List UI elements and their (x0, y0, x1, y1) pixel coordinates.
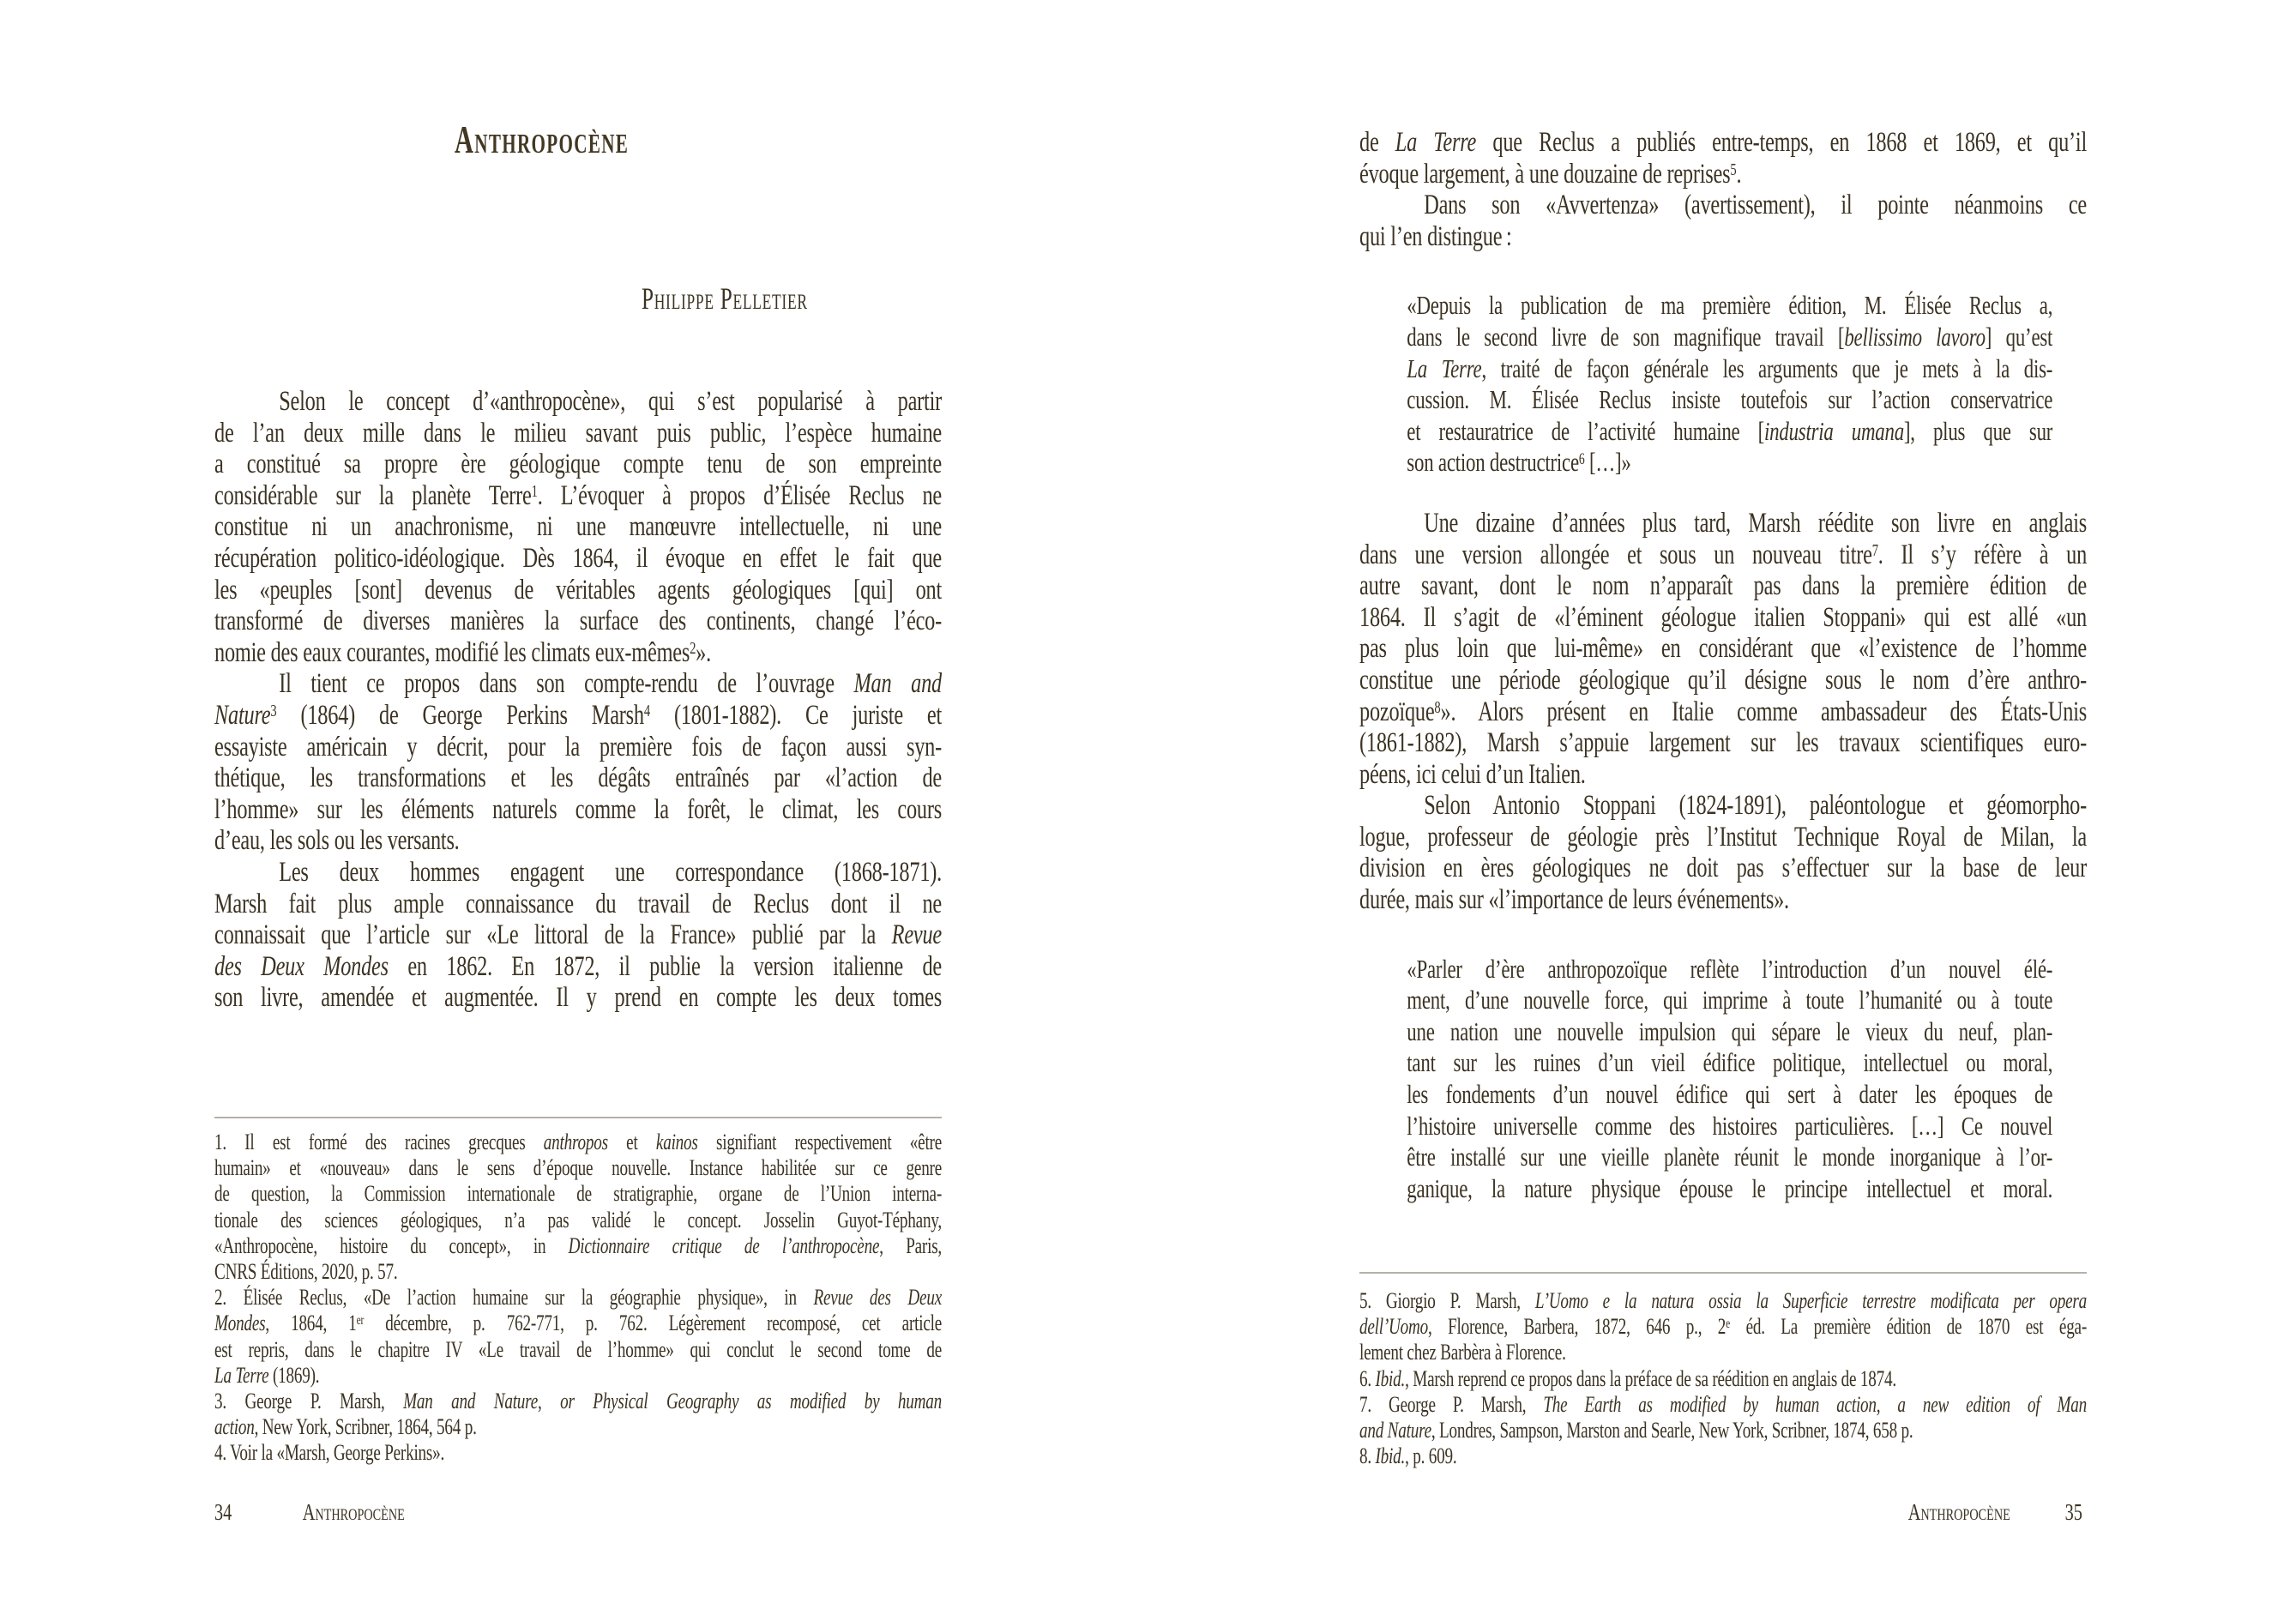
page-footer-right (1908, 1501, 2082, 1524)
text-line: les «peuples [sont] devenus de véritables agents géologiques [qui] ont (214, 574, 943, 606)
text-line: La Terre, traité de façon générale les arguments que je mets à la dis- (1407, 353, 2053, 383)
footnote-rule (214, 1117, 942, 1118)
footnotes-right (1359, 1288, 2087, 1469)
text-column-left (214, 386, 942, 1014)
text-line: pas plus loin que lui-même» en considérant que «l’existence de l’homme (1359, 633, 2088, 665)
text-line: considérable sur la planète Terre$^1$. L’évoquer à propos d’Élisée Reclus ne (214, 479, 943, 511)
text-line: récupération politico-idéologique. Dès 1864, il évoque en effet le fait que (214, 542, 943, 574)
text-line: lement chez Barbèra à Florence. (1359, 1340, 1566, 1365)
text-line: tant sur les ruines d’un vieil édifice politique, intellectuel ou moral, (1407, 1047, 2053, 1078)
text-line: humain» et «nouveau» dans le sens d’époque nouvelle. Instance habilitée sur ce genre (214, 1155, 943, 1181)
text-line: constitue une période géologique qu’il désigne sous le nom d’ère anthro- (1359, 664, 2088, 696)
footnote (1359, 1443, 2087, 1469)
paragraph (1359, 190, 2087, 252)
page-number: 34 (214, 1499, 232, 1525)
text-line: 4. Voir la «Marsh, George Perkins». (214, 1440, 445, 1466)
footnote-rule (1359, 1272, 2087, 1274)
text-line: nomie des eaux courantes, modifié les climats eux-mêmes$^2$». (214, 636, 711, 668)
text-line: 8. Ibid., p. 609. (1359, 1443, 1457, 1469)
paragraph (214, 668, 942, 857)
footnote (1359, 1366, 2087, 1392)
text-line: dell’Uomo, Florence, Barbera, 1872, 646 p., 2e éd. La première édition de 1870 est éga- (1359, 1314, 2088, 1340)
text-line: l’homme» sur les éléments naturels comme la forêt, le climat, les cours (214, 793, 943, 825)
footnote (1359, 1392, 2087, 1443)
paragraph (1359, 508, 2087, 790)
text-line: autre savant, dont le nom n’apparaît pas dans la première édition de (1359, 570, 2088, 602)
paragraph (214, 857, 942, 1014)
text-line: 1864. Il s’agit de «l’éminent géologue italien Stoppani» qui est allé «un (1359, 601, 2088, 633)
block-quote (1407, 954, 2052, 1205)
text-line: Mondes, 1864, 1er décembre, p. 762-771, p. 762. Légèrement recomposé, cet article (214, 1311, 943, 1336)
text-line: de La Terre que Reclus a publiés entre-temps, en 1868 et 1869, et qu’il (1359, 127, 2088, 158)
text-column-right (1359, 127, 2087, 1233)
text-line: Dans son «Avvertenza» (avertissement), il pointe néanmoins ce (1424, 190, 2088, 221)
text-line: l’histoire universelle comme des histoires particulières. […] Ce nouvel (1407, 1110, 2053, 1141)
text-line: ment, d’une nouvelle force, qui imprime à toute l’humanité ou à toute (1407, 985, 2053, 1015)
text-line: évoque largement, à une douzaine de reprises$^5$. (1359, 158, 1742, 190)
text-line: «Anthropocène, histoire du concept», in Dictionnaire critique de l’anthropocène, Paris, (214, 1232, 943, 1258)
text-line: tionale des sciences géologiques, n’a pas validé le concept. Josselin Guyot-Téphany, (214, 1207, 943, 1232)
text-line: et restauratrice de l’activité humaine [industria umana], plus que sur (1407, 415, 2053, 446)
paragraph (1359, 127, 2087, 190)
text-line: a constitué sa propre ère géologique compte tenu de son empreinte (214, 449, 943, 480)
text-line: les fondements d’un nouvel édifice qui sert à dater les époques de (1407, 1079, 2053, 1110)
text-line: logue, professeur de géologie près l’Institut Technique Royal de Milan, la (1359, 821, 2088, 853)
text-line: «Depuis la publication de ma première édition, M. Élisée Reclus a, (1407, 290, 2053, 321)
text-line: connaissait que l’article sur «Le littoral de la France» publié par la Revue (214, 919, 943, 951)
footnote (214, 1130, 942, 1285)
text-line: Une dizaine d’années plus tard, Marsh réédite son livre en anglais (1424, 507, 2088, 539)
text-line: action, New York, Scribner, 1864, 564 p. (214, 1414, 477, 1440)
block-quote (1407, 290, 2052, 479)
text-line: qui l’en distingue : (1359, 220, 1512, 252)
running-title: Anthropocène (302, 1499, 405, 1525)
running-title: Anthropocène (1907, 1499, 2010, 1525)
page-footer-left (214, 1501, 405, 1524)
text-line: La Terre (1869). (214, 1362, 320, 1388)
text-line: cussion. M. Élisée Reclus insiste toutefois sur l’action conservatrice (1407, 384, 2053, 415)
footnote (214, 1440, 942, 1466)
text-line: dans le second livre de son magnifique travail [bellissimo lavoro] qu’est (1407, 321, 2053, 352)
text-line: Nature$^3$ (1864) de George Perkins Marsh$^4$ (1801-1882). Ce juriste et (214, 699, 943, 731)
text-line: est repris, dans le chapitre IV «Le travail de l’homme» qui conclut le second tome de (214, 1336, 943, 1362)
text-line: péens, ici celui d’un Italien. (1359, 758, 1586, 790)
text-line: son livre, amendée et augmentée. Il y prend en compte les deux tomes (214, 982, 943, 1014)
footnotes-left (214, 1130, 942, 1466)
footnote (214, 1389, 942, 1440)
text-line: ganique, la nature physique épouse le principe intellectuel et moral. (1407, 1172, 2053, 1203)
author-name: Philippe Pelletier (642, 281, 808, 316)
footnote (1359, 1288, 2087, 1366)
text-line: CNRS Éditions, 2020, p. 57. (214, 1258, 398, 1284)
paragraph (1359, 790, 2087, 915)
text-line: division en ères géologiques ne doit pas s’effectuer sur la base de leur (1359, 853, 2088, 884)
text-line: thétique, les transformations et les dégâts entraînés par «l’action de (214, 762, 943, 794)
text-line: transformé de diverses manières la surface des continents, changé l’éco- (214, 606, 943, 637)
text-line: Marsh fait plus ample connaissance du travail de Reclus dont il ne (214, 888, 943, 919)
text-line: 1. Il est formé des racines grecques anthropos et kainos signifiant respectivement «être (214, 1130, 942, 1154)
text-line: essayiste américain y décrit, pour la première fois de façon aussi syn- (214, 731, 943, 762)
footnote (214, 1285, 942, 1389)
chapter-title: Anthropocène (455, 118, 630, 161)
text-line: Les deux hommes engagent une correspondance (1868-1871). (279, 856, 943, 888)
text-line: 5. Giorgio P. Marsh, L’Uomo e la natura ossia la Superficie terrestre modificata per opera (1359, 1288, 2088, 1313)
text-line: son action destructrice$^6$ […]» (1407, 447, 1631, 478)
text-line: Selon Antonio Stoppani (1824-1891), paléontologue et géomorpho- (1424, 790, 2088, 822)
text-line: de l’an deux mille dans le milieu savant puis public, l’espèce humaine (214, 417, 943, 449)
text-line: des Deux Mondes en 1862. En 1872, il publie la version italienne de (214, 950, 943, 982)
text-line: dans une version allongée et sous un nouveau titre$^7$. Il s’y réfère à un (1359, 539, 2088, 570)
text-line: 2. Élisée Reclus, «De l’action humaine sur la géographie physique», in Revue des Deux (214, 1285, 943, 1311)
text-line: durée, mais sur «l’importance de leurs événements». (1359, 884, 1789, 916)
paragraph (214, 386, 942, 668)
text-line: 6. Ibid., Marsh reprend ce propos dans la préface de sa réédition en anglais de 1874. (1359, 1365, 1896, 1391)
text-line: une nation une nouvelle impulsion qui sépare le vieux du neuf, plan- (1407, 1015, 2053, 1046)
text-line: pozoïque$^8$». Alors présent en Italie comme ambassadeur des États-Unis (1359, 696, 2088, 727)
page-number: 35 (2064, 1499, 2082, 1525)
text-line: Il tient ce propos dans son compte-rendu de l’ouvrage Man and (279, 668, 943, 700)
text-line: (1861-1882), Marsh s’appuie largement sur les travaux scientifiques euro- (1359, 727, 2088, 759)
text-line: 3. George P. Marsh, Man and Nature, or Physical Geography as modified by human (214, 1388, 943, 1413)
text-line: Selon le concept d’«anthropocène», qui s’est popularisé à partir (279, 386, 943, 417)
text-line: constitue ni un anachronisme, ni une manœuvre intellectuelle, ni une (214, 511, 943, 543)
text-line: and Nature, Londres, Sampson, Marston and Searle, New York, Scribner, 1874, 658 p. (1359, 1417, 1913, 1443)
text-line: «Parler d’ère anthropozoïque reflète l’introduction d’un nouvel élé- (1407, 953, 2053, 984)
text-line: d’eau, les sols ou les versants. (214, 825, 460, 857)
text-line: de question, la Commission internationale de stratigraphie, organe de l’Union interna- (214, 1181, 943, 1207)
text-line: 7. George P. Marsh, The Earth as modified by human action, a new edition of Man (1359, 1391, 2088, 1417)
text-line: être installé sur une vieille planète réunit le monde inorganique à l’or- (1407, 1142, 2053, 1172)
